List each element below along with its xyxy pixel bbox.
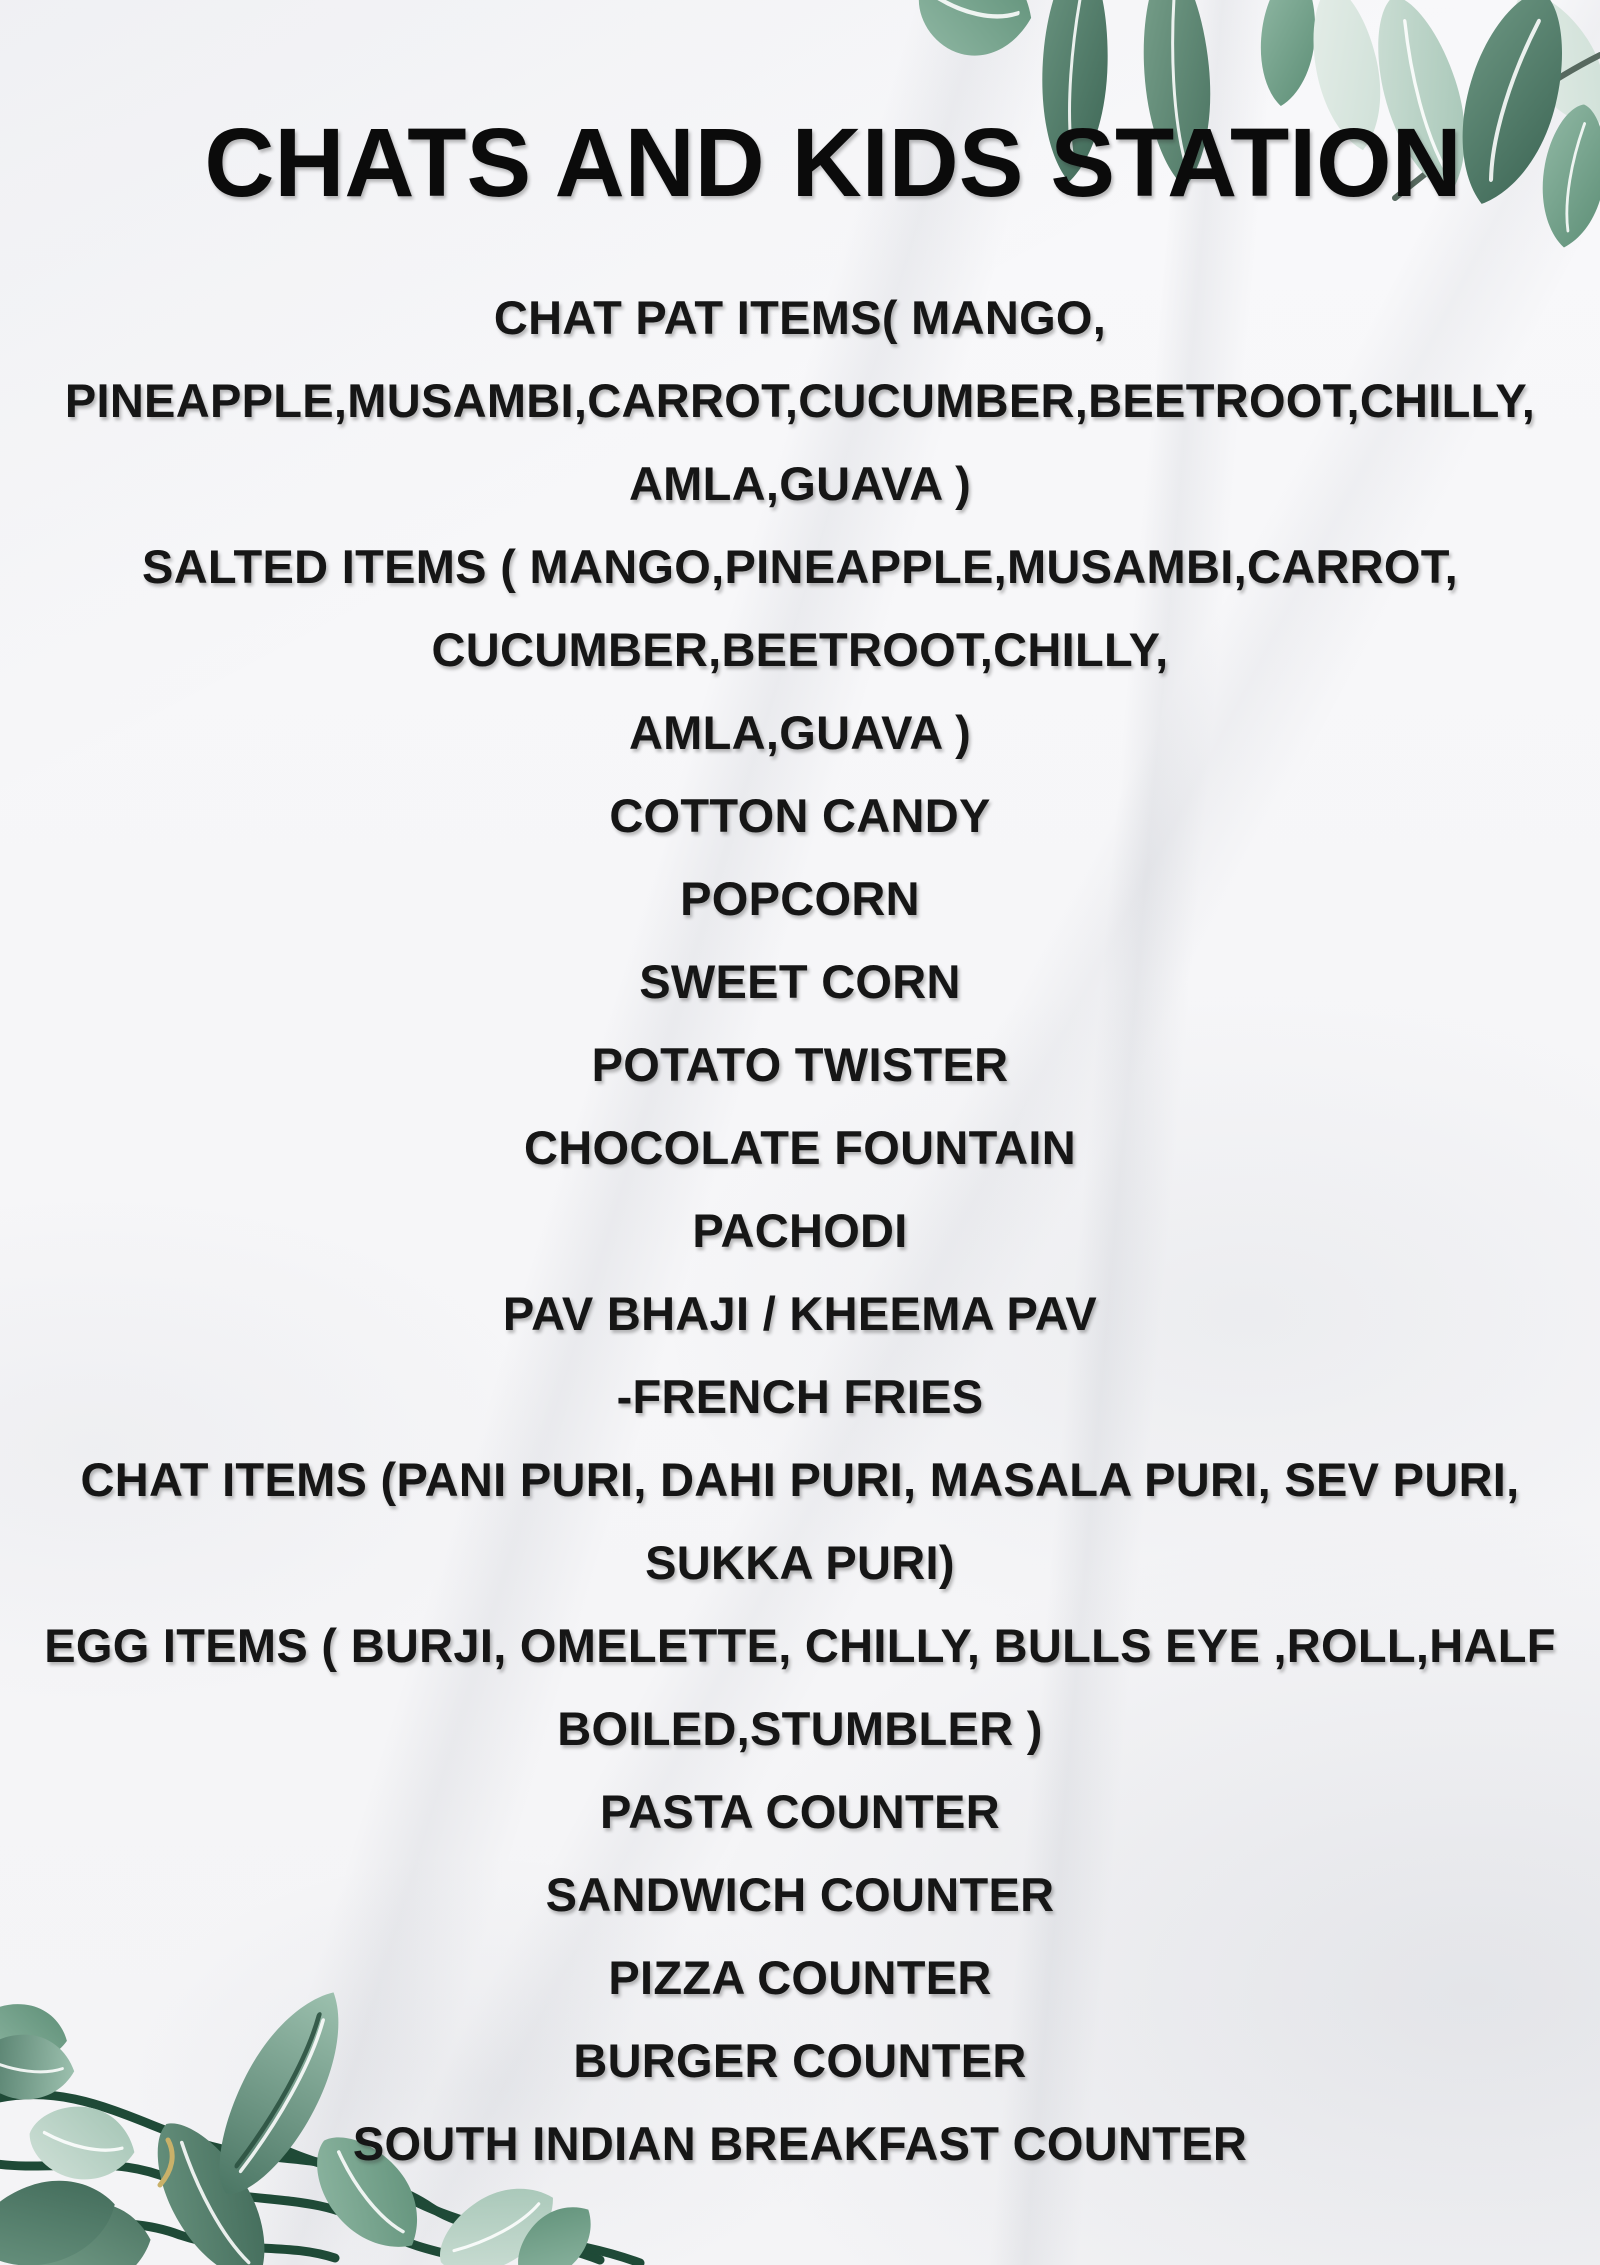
menu-line: SANDWICH COUNTER	[545, 1868, 1055, 1921]
menu-line: SALTED ITEMS ( MANGO,PINEAPPLE,MUSAMBI,CARROT,	[142, 540, 1458, 593]
menu-line: CHAT ITEMS (PANI PURI, DAHI PURI, MASALA PURI, SEV PURI,	[80, 1453, 1520, 1506]
menu-line: CUCUMBER,BEETROOT,CHILLY,	[431, 623, 1169, 676]
menu-line: SWEET CORN	[639, 955, 961, 1008]
page-title: CHATS AND KIDS STATION	[204, 108, 1462, 217]
menu-list	[0, 276, 1600, 2185]
menu-line: PACHODI	[692, 1204, 908, 1257]
menu-line: PASTA COUNTER	[600, 1785, 1000, 1838]
menu-line: SUKKA PURI)	[645, 1536, 955, 1589]
leaf-icon	[1254, 0, 1321, 109]
menu-line: PAV BHAJI / KHEEMA PAV	[502, 1287, 1098, 1340]
menu-line: -FRENCH FRIES	[616, 1370, 984, 1423]
menu-line: BURGER COUNTER	[573, 2034, 1027, 2087]
menu-line: PIZZA COUNTER	[608, 1951, 992, 2004]
menu-line: BOILED,STUMBLER )	[557, 1702, 1043, 1755]
menu-line: PINEAPPLE,MUSAMBI,CARROT,CUCUMBER,BEETROOT,CHILLY,	[64, 374, 1536, 427]
menu-line: EGG ITEMS ( BURJI, OMELETTE, CHILLY, BULLS EYE ,ROLL,HALF	[44, 1619, 1556, 1672]
menu-line: POPCORN	[680, 872, 920, 925]
leaf-icon	[911, 0, 1040, 65]
menu-line: CHAT PAT ITEMS( MANGO,	[493, 291, 1107, 344]
menu-line: AMLA,GUAVA )	[628, 457, 972, 510]
menu-line: SOUTH INDIAN BREAKFAST COUNTER	[352, 2117, 1248, 2170]
menu-line: CHOCOLATE FOUNTAIN	[524, 1121, 1076, 1174]
menu-line: AMLA,GUAVA )	[628, 706, 972, 759]
menu-line: POTATO TWISTER	[591, 1038, 1009, 1091]
menu-line: COTTON CANDY	[609, 789, 991, 842]
